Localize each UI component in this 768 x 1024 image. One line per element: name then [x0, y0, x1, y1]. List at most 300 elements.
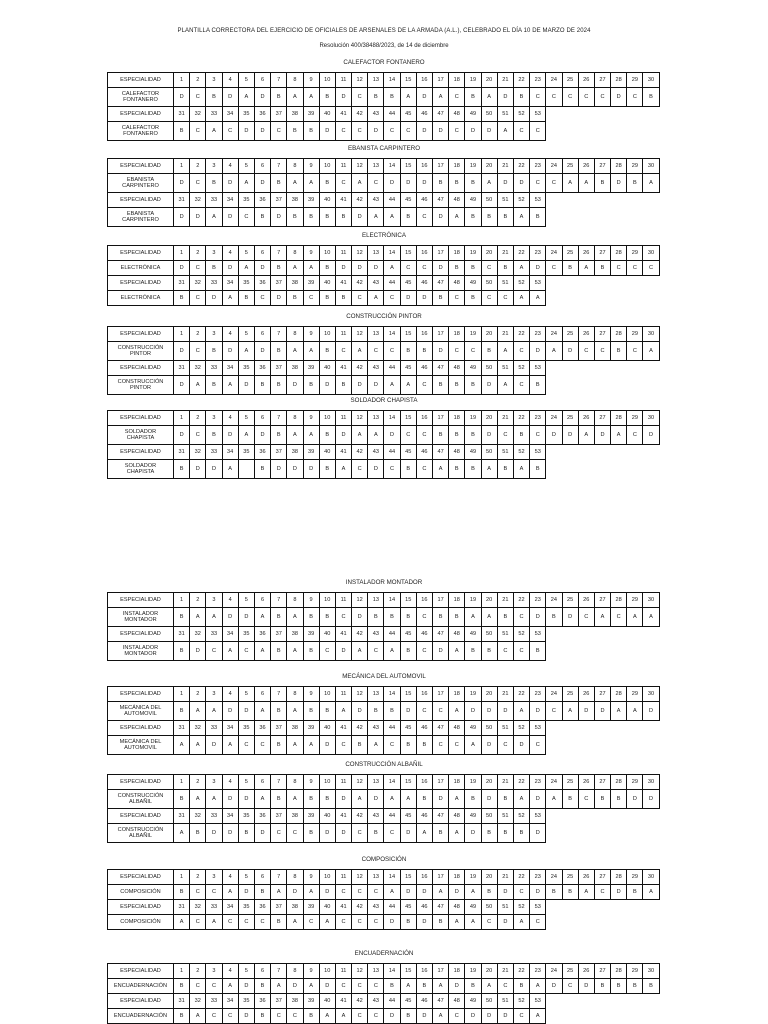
question-number: 9 [303, 775, 319, 790]
answer-cell: A [287, 915, 303, 930]
answer-cell: D [254, 261, 270, 276]
specialty-label [108, 885, 174, 900]
answer-cell: A [643, 885, 659, 900]
empty-cell [594, 361, 610, 376]
answer-cell: A [174, 736, 190, 755]
answer-cell: A [287, 174, 303, 193]
answer-cell: C [449, 736, 465, 755]
question-number: 23 [530, 411, 546, 426]
question-number: 16 [416, 411, 432, 426]
specialty-label-line: SOLDADOR [124, 429, 157, 435]
answer-cell: D [287, 460, 303, 479]
empty-cell [594, 460, 610, 479]
table-row [108, 593, 660, 608]
question-number: 19 [465, 964, 481, 979]
question-number: 18 [449, 246, 465, 261]
specialty-label-line: INSTALADOR [122, 611, 159, 617]
empty-cell [578, 809, 594, 824]
answer-cell: C [368, 979, 384, 994]
question-number: 34 [222, 193, 238, 208]
question-number: 33 [206, 627, 222, 642]
answer-cell: C [416, 376, 432, 395]
empty-cell [611, 824, 627, 843]
answer-cell: C [497, 642, 513, 661]
question-number: 49 [465, 809, 481, 824]
empty-cell [546, 107, 562, 122]
answer-cell: A [627, 608, 643, 627]
question-number: 1 [174, 687, 190, 702]
question-number: 14 [384, 964, 400, 979]
question-number: 17 [433, 327, 449, 342]
answer-cell: D [497, 174, 513, 193]
question-number: 26 [578, 870, 594, 885]
empty-cell [562, 627, 578, 642]
answer-cell: D [497, 885, 513, 900]
answer-cell: B [643, 88, 659, 107]
question-number: 24 [546, 775, 562, 790]
specialty-label [108, 702, 174, 721]
answer-cell: B [481, 824, 497, 843]
question-number: 23 [530, 327, 546, 342]
specialty-label-line: PINTOR [129, 351, 152, 357]
section-title: MECÁNICA DEL AUTOMOVIL [342, 673, 426, 680]
question-number: 37 [271, 809, 287, 824]
answer-cell: D [222, 261, 238, 276]
answer-cell: B [271, 642, 287, 661]
empty-cell [643, 460, 659, 479]
answer-cell: A [352, 790, 368, 809]
answer-cell: D [335, 426, 351, 445]
answer-cell: B [206, 174, 222, 193]
empty-cell [611, 193, 627, 208]
answer-cell: C [368, 642, 384, 661]
answer-cell: A [578, 174, 594, 193]
answer-cell: A [190, 608, 206, 627]
table-row [108, 122, 660, 141]
answer-cell: B [254, 885, 270, 900]
question-number: 24 [546, 687, 562, 702]
question-number: 52 [513, 900, 529, 915]
question-number: 29 [627, 246, 643, 261]
answer-cell: A [190, 702, 206, 721]
question-number: 22 [513, 775, 529, 790]
question-number: 12 [352, 687, 368, 702]
empty-cell [562, 900, 578, 915]
question-number: 6 [254, 775, 270, 790]
question-number: 29 [627, 159, 643, 174]
answer-cell: C [400, 122, 416, 141]
question-number: 49 [465, 107, 481, 122]
answer-cell: B [174, 642, 190, 661]
question-number: 24 [546, 870, 562, 885]
question-number: 43 [368, 193, 384, 208]
answer-cell: B [400, 608, 416, 627]
table-row [108, 870, 660, 885]
answer-cell: D [238, 702, 254, 721]
answer-cell: D [319, 376, 335, 395]
question-number: 44 [384, 627, 400, 642]
question-number: 19 [465, 327, 481, 342]
empty-cell [611, 915, 627, 930]
question-number: 39 [303, 445, 319, 460]
answer-cell: A [222, 376, 238, 395]
answer-cell: B [287, 122, 303, 141]
question-number: 14 [384, 73, 400, 88]
answer-cell: A [530, 291, 546, 306]
answer-cell: A [546, 790, 562, 809]
question-number: 31 [174, 445, 190, 460]
question-number: 1 [174, 73, 190, 88]
question-number: 21 [497, 159, 513, 174]
question-number: 46 [416, 107, 432, 122]
answer-cell: A [400, 88, 416, 107]
empty-cell [643, 1009, 659, 1024]
question-number: 43 [368, 627, 384, 642]
specialty-label [108, 790, 174, 809]
answer-cell: D [530, 702, 546, 721]
question-number: 12 [352, 159, 368, 174]
question-number: 43 [368, 721, 384, 736]
answer-cell: C [611, 608, 627, 627]
empty-cell [611, 122, 627, 141]
empty-cell [627, 361, 643, 376]
question-number: 30 [643, 964, 659, 979]
question-number: 3 [206, 593, 222, 608]
question-number: 3 [206, 327, 222, 342]
answer-cell: D [254, 174, 270, 193]
question-number: 44 [384, 107, 400, 122]
answer-cell: B [400, 460, 416, 479]
question-number: 49 [465, 900, 481, 915]
question-number: 27 [594, 327, 610, 342]
question-number: 50 [481, 809, 497, 824]
answer-cell: D [627, 790, 643, 809]
question-number: 48 [449, 994, 465, 1009]
answer-cell: B [465, 460, 481, 479]
answer-cell: C [254, 291, 270, 306]
answer-cell: B [271, 702, 287, 721]
answer-cell: D [611, 885, 627, 900]
question-number: 25 [562, 775, 578, 790]
answer-cell: B [562, 885, 578, 900]
empty-cell [627, 276, 643, 291]
question-number: 53 [530, 721, 546, 736]
answer-cell: C [352, 460, 368, 479]
question-number: 30 [643, 593, 659, 608]
answer-cell: C [594, 88, 610, 107]
question-number: 31 [174, 994, 190, 1009]
answer-cell: C [271, 122, 287, 141]
answer-cell: C [368, 1009, 384, 1024]
answer-cell: A [465, 608, 481, 627]
answer-cell: B [416, 790, 432, 809]
question-number: 51 [497, 809, 513, 824]
table-row [108, 900, 660, 915]
question-number: 15 [400, 327, 416, 342]
question-number: 8 [287, 327, 303, 342]
empty-cell [578, 721, 594, 736]
answer-cell: A [287, 642, 303, 661]
question-number: 51 [497, 627, 513, 642]
question-number: 1 [174, 327, 190, 342]
answer-cell: D [530, 790, 546, 809]
question-number: 41 [335, 900, 351, 915]
answer-cell: D [433, 342, 449, 361]
answer-cell: A [384, 885, 400, 900]
specialty-label-line: EBANISTA [126, 177, 155, 183]
answer-cell: A [384, 376, 400, 395]
answer-cell: B [368, 824, 384, 843]
question-number: 3 [206, 964, 222, 979]
answer-cell: D [271, 208, 287, 227]
question-number: 26 [578, 687, 594, 702]
question-number: 52 [513, 276, 529, 291]
question-number: 34 [222, 107, 238, 122]
answer-cell: C [433, 736, 449, 755]
specialty-label [108, 174, 174, 193]
answer-cell: C [513, 885, 529, 900]
answer-cell: B [271, 608, 287, 627]
question-number: 40 [319, 107, 335, 122]
answer-cell: C [433, 702, 449, 721]
question-number: 52 [513, 445, 529, 460]
empty-cell [546, 809, 562, 824]
question-number: 15 [400, 411, 416, 426]
answer-cell: C [384, 122, 400, 141]
answer-cell: A [303, 174, 319, 193]
question-number: 14 [384, 246, 400, 261]
empty-cell [578, 1009, 594, 1024]
answer-cell: A [513, 915, 529, 930]
specialty-label-line: ELECTRÓNICA [120, 295, 161, 301]
question-number: 19 [465, 593, 481, 608]
question-number: 6 [254, 870, 270, 885]
empty-cell [594, 193, 610, 208]
empty-cell [627, 107, 643, 122]
empty-cell [594, 376, 610, 395]
question-number: 48 [449, 107, 465, 122]
answer-cell: B [449, 174, 465, 193]
answer-cell: D [594, 702, 610, 721]
question-number: 50 [481, 627, 497, 642]
empty-cell [611, 627, 627, 642]
answer-cell: B [303, 642, 319, 661]
question-number: 12 [352, 73, 368, 88]
answer-cell: B [481, 642, 497, 661]
question-number: 12 [352, 246, 368, 261]
question-number: 41 [335, 361, 351, 376]
question-number: 27 [594, 411, 610, 426]
answer-cell: C [238, 642, 254, 661]
answer-cell: D [433, 208, 449, 227]
answer-cell: C [530, 915, 546, 930]
empty-cell [627, 809, 643, 824]
answer-cell: B [238, 291, 254, 306]
question-number: 23 [530, 246, 546, 261]
answer-cell: B [319, 460, 335, 479]
answer-cell: D [319, 885, 335, 900]
answer-cell: D [481, 122, 497, 141]
question-number: 6 [254, 593, 270, 608]
empty-cell [594, 736, 610, 755]
answer-cell: D [449, 979, 465, 994]
empty-cell [578, 736, 594, 755]
table-row [108, 790, 660, 809]
question-number: 4 [222, 870, 238, 885]
empty-cell [546, 1009, 562, 1024]
question-number: 34 [222, 994, 238, 1009]
answer-cell: D [352, 376, 368, 395]
answer-cell: C [578, 608, 594, 627]
empty-cell [578, 291, 594, 306]
answer-cell: A [433, 979, 449, 994]
specialty-label [108, 291, 174, 306]
question-number: 47 [433, 994, 449, 1009]
question-number: 34 [222, 627, 238, 642]
question-number: 51 [497, 900, 513, 915]
question-number: 4 [222, 687, 238, 702]
question-number: 7 [271, 411, 287, 426]
question-number: 30 [643, 775, 659, 790]
table-row [108, 1009, 660, 1024]
question-number: 9 [303, 593, 319, 608]
question-number: 15 [400, 870, 416, 885]
question-number: 53 [530, 193, 546, 208]
table-row [108, 73, 660, 88]
question-number: 47 [433, 809, 449, 824]
question-number: 35 [238, 107, 254, 122]
empty-cell [594, 994, 610, 1009]
question-number: 32 [190, 627, 206, 642]
question-number: 10 [319, 159, 335, 174]
question-number: 28 [611, 775, 627, 790]
empty-cell [611, 276, 627, 291]
answer-cell: A [481, 608, 497, 627]
question-number: 11 [335, 964, 351, 979]
question-number: 39 [303, 361, 319, 376]
answer-cell: D [562, 342, 578, 361]
answer-cell: A [206, 790, 222, 809]
answer-cell: B [238, 824, 254, 843]
answer-cell: B [271, 790, 287, 809]
question-number: 3 [206, 870, 222, 885]
table-row [108, 327, 660, 342]
question-number: 36 [254, 627, 270, 642]
answer-cell: B [174, 608, 190, 627]
answer-cell: D [368, 261, 384, 276]
question-number: 5 [238, 246, 254, 261]
question-number: 4 [222, 73, 238, 88]
answer-cell: D [368, 460, 384, 479]
question-number: 44 [384, 445, 400, 460]
question-number: 14 [384, 159, 400, 174]
answer-cell: C [190, 885, 206, 900]
question-number: 40 [319, 994, 335, 1009]
answer-cell: A [578, 885, 594, 900]
question-number: 41 [335, 721, 351, 736]
question-number: 33 [206, 994, 222, 1009]
question-number: 22 [513, 593, 529, 608]
answer-cell: A [643, 608, 659, 627]
question-number: 44 [384, 900, 400, 915]
question-number: 42 [352, 809, 368, 824]
question-number: 32 [190, 107, 206, 122]
question-number: 41 [335, 994, 351, 1009]
answer-cell: D [287, 885, 303, 900]
answer-cell: A [287, 426, 303, 445]
answer-cell: C [352, 291, 368, 306]
question-number: 37 [271, 276, 287, 291]
answer-cell: B [254, 376, 270, 395]
answer-cell: B [174, 1009, 190, 1024]
empty-cell [643, 824, 659, 843]
question-number: 47 [433, 193, 449, 208]
answer-cell: B [303, 122, 319, 141]
answer-cell: A [287, 88, 303, 107]
question-number: 51 [497, 445, 513, 460]
answer-cell: D [481, 790, 497, 809]
empty-cell [611, 736, 627, 755]
question-number: 47 [433, 107, 449, 122]
answer-cell: A [449, 824, 465, 843]
question-number: 35 [238, 361, 254, 376]
question-number: 46 [416, 721, 432, 736]
question-number: 49 [465, 994, 481, 1009]
answer-cell: C [206, 642, 222, 661]
question-number: 21 [497, 593, 513, 608]
question-number: 20 [481, 159, 497, 174]
answer-cell: A [319, 1009, 335, 1024]
question-number: 1 [174, 159, 190, 174]
answer-cell: C [238, 915, 254, 930]
answer-table [107, 592, 660, 661]
empty-cell [546, 900, 562, 915]
answer-cell: D [352, 702, 368, 721]
answer-cell: B [497, 460, 513, 479]
question-number: 17 [433, 73, 449, 88]
question-number: 14 [384, 687, 400, 702]
especialidad-header: ESPECIALIDAD [108, 809, 174, 824]
question-number: 5 [238, 159, 254, 174]
answer-cell: C [513, 342, 529, 361]
answer-cell: C [206, 885, 222, 900]
question-number: 8 [287, 411, 303, 426]
empty-cell [546, 291, 562, 306]
answer-cell: C [530, 174, 546, 193]
empty-cell [562, 1009, 578, 1024]
answer-cell: A [352, 426, 368, 445]
answer-cell: B [530, 376, 546, 395]
question-number: 33 [206, 361, 222, 376]
question-number: 5 [238, 870, 254, 885]
question-number: 15 [400, 687, 416, 702]
question-number: 50 [481, 900, 497, 915]
empty-cell [546, 122, 562, 141]
question-number: 21 [497, 964, 513, 979]
question-number: 38 [287, 445, 303, 460]
answer-cell: D [271, 460, 287, 479]
empty-cell [627, 736, 643, 755]
answer-cell: C [368, 342, 384, 361]
question-number: 1 [174, 964, 190, 979]
empty-cell [643, 627, 659, 642]
question-number: 51 [497, 994, 513, 1009]
question-number: 3 [206, 73, 222, 88]
question-number: 30 [643, 411, 659, 426]
question-number: 34 [222, 276, 238, 291]
answer-cell: A [449, 642, 465, 661]
question-number: 37 [271, 900, 287, 915]
